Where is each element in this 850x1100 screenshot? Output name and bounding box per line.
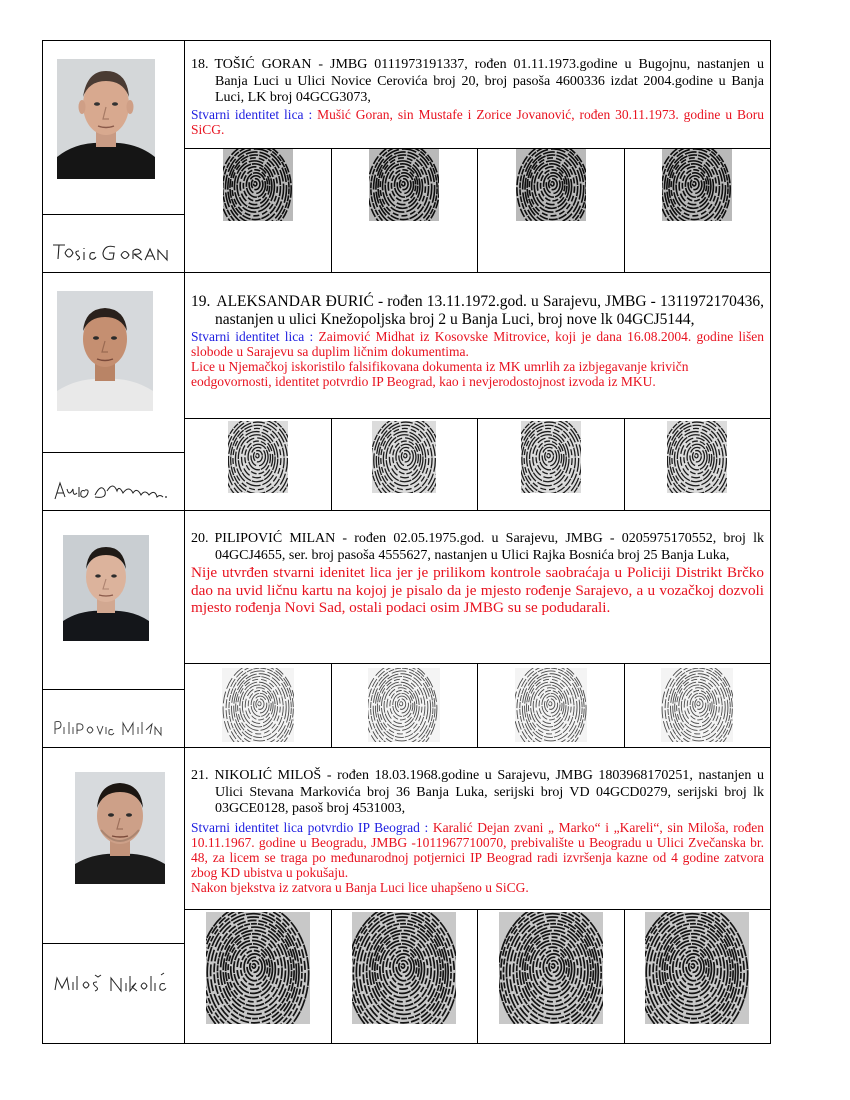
fingerprint-cell: [185, 149, 332, 272]
signature-image: [43, 452, 184, 510]
record-text: [191, 768, 764, 895]
identity-text: Karalić Dejan zvani „ Marko“ i „Kareli“, sin Miloša, rođen 10.11.1967. godine u Beogradu, JMBG -1011967710070, prebivalište u Beogradu u Ulici Zvečanska br. 48, za licem se traga po međunarodnoj potjernici IP Beograd radi izvršenja kazne od 4 godine zatvora zbog KD ubistva u pokušaju.: [191, 819, 764, 880]
record-19: [43, 272, 770, 510]
record-text: [191, 57, 764, 137]
person-details-text: - JMBG 0111973191337, rođen 01.11.1973.godine u Bugojnu, nastanjen u Banja Luci u Ulici Novice Cerovića broj 20, broj pasoša 4600336 izdat 2004.godine u Banja Luci, LK broj 04GCG3073,: [215, 57, 765, 105]
left-column: [43, 273, 185, 510]
fingerprint-cell: [185, 910, 332, 1043]
fingerprint-image: [521, 421, 581, 493]
person-details-text: - rođen 02.05.1975.god. u Sarajevu, JMBG - 0205975170552, broj lk 04GCJ4655, ser. broj pasoša 4555627, nastanjen u Ulici Rajka Bosnića broj 25 Banja Luka,: [215, 531, 764, 563]
fingerprint-cell: [478, 149, 625, 272]
identity-label: Stvarni identitet lica :: [191, 106, 313, 122]
fingerprint-image: [515, 668, 587, 742]
person-details: [191, 57, 764, 107]
fingerprint-cell: [625, 910, 771, 1043]
fingerprint-image: [667, 421, 727, 493]
right-column: [185, 273, 770, 510]
identity-note: [191, 107, 764, 137]
portrait-photo: [57, 59, 155, 179]
fingerprint-cell: [478, 910, 625, 1043]
record-18: [43, 41, 770, 272]
additional-note: Nakon bjekstva iz zatvora u Banja Luci lice uhapšeno u SiCG.: [191, 879, 529, 895]
fingerprint-image: [661, 668, 733, 742]
right-column: [185, 41, 770, 272]
fingerprint-cell: [185, 419, 332, 510]
right-column: [185, 748, 770, 1043]
record-number: 18.: [191, 57, 209, 72]
left-column: [43, 511, 185, 747]
fingerprint-row: [185, 663, 770, 747]
additional-note: Nije utvrđen stvarni idenitet lica jer je prilikom kontrole saobraćaja u Policiji Distrikt Brčko dao na uvid ličnu kartu na kojoj je pisalo da je mjesto rođenje Sarajevo, a u vozačkoj dozvoli mjesto rođenja Novi Sad, ostali podaci osim JMBG su se podudarali.: [191, 564, 764, 616]
fingerprint-cell: [185, 664, 332, 747]
fingerprint-cell: [625, 664, 771, 747]
record-20: [43, 510, 770, 747]
record-21: [43, 747, 770, 1043]
signature-image: [43, 214, 184, 272]
record-number: 21.: [191, 768, 209, 783]
fingerprint-image: [222, 668, 294, 742]
fingerprint-cell: [625, 419, 771, 510]
portrait-photo: [75, 772, 165, 884]
identity-text: Mušić Goran, sin Mustafe i Zorice Jovanović, rođen 30.11.1973. godine u Boru SiCG.: [191, 106, 764, 137]
fingerprint-image: [352, 912, 456, 1024]
person-name: NIKOLIĆ MILOŠ: [214, 768, 322, 783]
fingerprint-cell: [332, 910, 479, 1043]
fingerprint-image: [369, 149, 439, 221]
person-details-text: - rođen 18.03.1968.godine u Sarajevu, JMBG 1803968170251, nastanjen u Ulici Stevana Markovića broj 36 Banja Luka, serijski broj VD 04GCD0279, serijski broj lk 03GCE0128, pasoš broj 4531003,: [215, 768, 765, 816]
left-column: [43, 748, 185, 1043]
fingerprint-image: [368, 668, 440, 742]
identity-note: [191, 329, 764, 359]
fingerprint-image: [228, 421, 288, 493]
fingerprint-image: [206, 912, 310, 1024]
fingerprint-cell: [478, 419, 625, 510]
identity-label: Stvarni identitet lica :: [191, 329, 314, 344]
record-text: [191, 531, 764, 617]
fingerprint-cell: [625, 149, 771, 272]
person-details: [191, 768, 764, 818]
record-sheet: [42, 40, 771, 1044]
fingerprint-cell: [332, 419, 479, 510]
signature-image: [43, 689, 184, 747]
person-details: [191, 531, 764, 564]
identity-label: Stvarni identitet lica potvrdio IP Beograd :: [191, 819, 429, 835]
portrait-photo: [63, 535, 149, 641]
record-text: [191, 293, 764, 389]
person-details: [191, 293, 764, 329]
fingerprint-cell: [478, 664, 625, 747]
fingerprint-image: [499, 912, 603, 1024]
fingerprint-row: [185, 418, 770, 510]
fingerprint-row: [185, 148, 770, 272]
signature-image: [43, 943, 184, 1043]
fingerprint-image: [662, 149, 732, 221]
person-name: PILIPOVIĆ MILAN: [214, 531, 336, 546]
record-number: 20.: [191, 531, 209, 546]
record-number: 19.: [191, 293, 211, 310]
left-column: [43, 41, 185, 272]
fingerprint-image: [645, 912, 749, 1024]
fingerprint-cell: [332, 664, 479, 747]
person-name: TOŠIĆ GORAN: [214, 57, 312, 72]
fingerprint-row: [185, 909, 770, 1043]
fingerprint-image: [516, 149, 586, 221]
fingerprint-image: [223, 149, 293, 221]
right-column: [185, 511, 770, 747]
additional-note: Lice u Njemačkoj iskoristilo falsifikovana dokumenta iz MK umrlih za izbjegavanje krivičn eodgovornosti, identitet potvrdio IP Beograd, kao i nevjerodostojnost izvoda iz MKU.: [191, 359, 689, 389]
fingerprint-cell: [332, 149, 479, 272]
fingerprint-image: [372, 421, 436, 493]
portrait-photo: [57, 291, 153, 411]
person-details-text: - rođen 13.11.1972.god. u Sarajevu, JMBG - 1311972170436, nastanjen u ulici Knežopoljska broj 2 u Banja Luci, broj nove lk 04GCJ5144,: [215, 293, 765, 328]
person-name: ALEKSANDAR ĐURIĆ: [216, 293, 374, 310]
identity-note: [191, 820, 764, 880]
identity-text: Zaimović Midhat iz Kosovske Mitrovice, koji je dana 16.08.2004. godine lišen slobode u Sarajevu sa duplim ličnim dokumentima.: [191, 329, 764, 359]
